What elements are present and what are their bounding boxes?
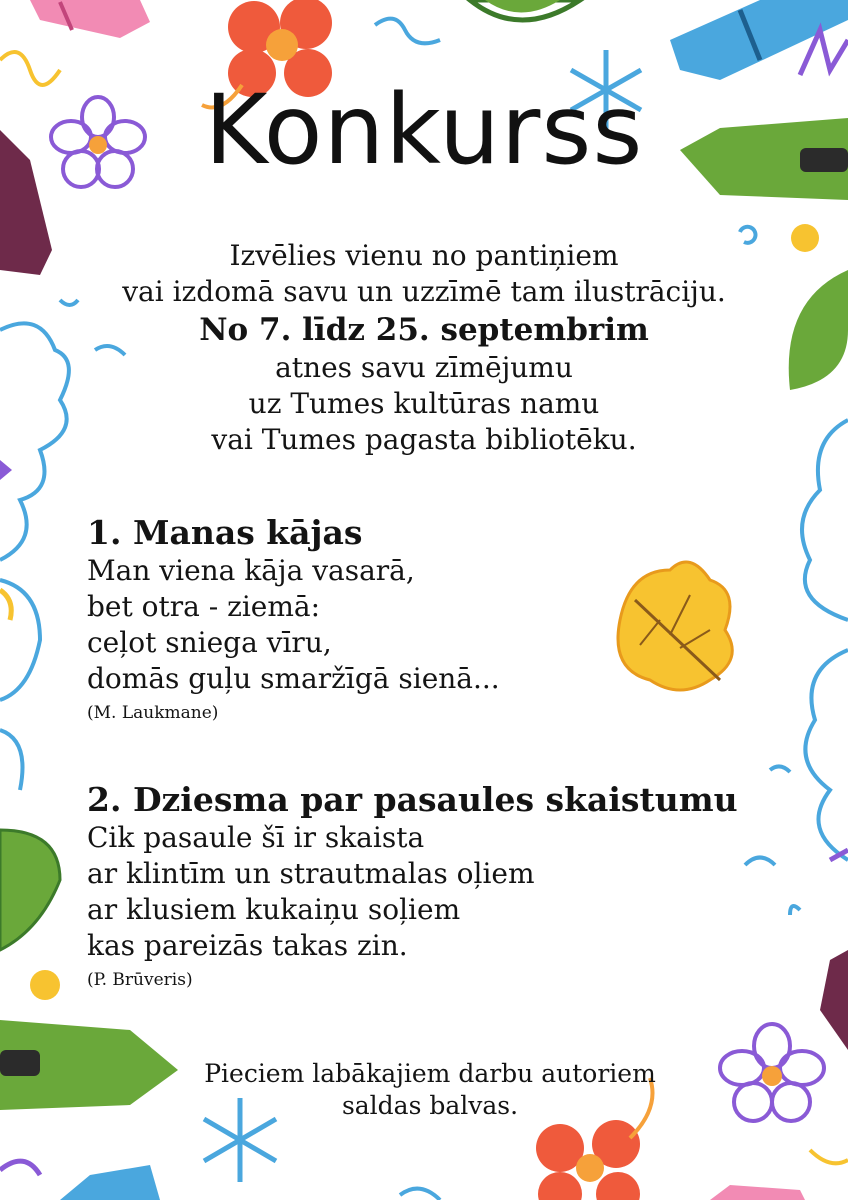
- poem-line: domās guļu smaržīgā sienā...: [87, 662, 500, 695]
- poem-line: ar klintīm un strautmalas oļiem: [87, 857, 535, 890]
- poem-line: ceļot sniega vīru,: [87, 626, 332, 659]
- poem-line: bet otra - ziemā:: [87, 590, 321, 623]
- poem-line: ar klusiem kukaiņu soļiem: [87, 893, 461, 926]
- intro-line: Izvēlies vienu no pantiņiem: [229, 239, 619, 272]
- intro-line: uz Tumes kultūras namu: [248, 387, 600, 420]
- dates-line: [0, 310, 848, 350]
- intro-text: [0, 238, 848, 458]
- poem-line: Cik pasaule šī ir skaista: [87, 821, 425, 854]
- closing-line: saldas balvas.: [341, 1091, 519, 1120]
- poem-1: [87, 513, 500, 725]
- intro-line: vai Tumes pagasta bibliotēku.: [211, 423, 637, 456]
- poem-heading: 2. Dziesma par pasaules skaistumu: [87, 780, 738, 819]
- intro-line: vai izdomā savu un uzzīmē tam ilustrāciju.: [122, 275, 726, 308]
- poster-title: Konkurss: [204, 74, 644, 186]
- poem-2: [87, 780, 738, 992]
- poem-line: kas pareizās takas zin.: [87, 929, 408, 962]
- poem-heading: 1. Manas kājas: [87, 513, 363, 552]
- dates-highlight: 7. līdz 25. septembrim: [259, 312, 649, 348]
- closing-line: Pieciem labākajiem darbu autoriem: [204, 1059, 656, 1088]
- closing-text: [140, 1058, 720, 1122]
- dates-prefix: No: [199, 312, 259, 348]
- poem-line: Man viena kāja vasarā,: [87, 554, 415, 587]
- intro-line: atnes savu zīmējumu: [275, 351, 573, 384]
- poem-author: (M. Laukmane): [87, 703, 219, 723]
- poem-author: (P. Brūveris): [87, 970, 193, 990]
